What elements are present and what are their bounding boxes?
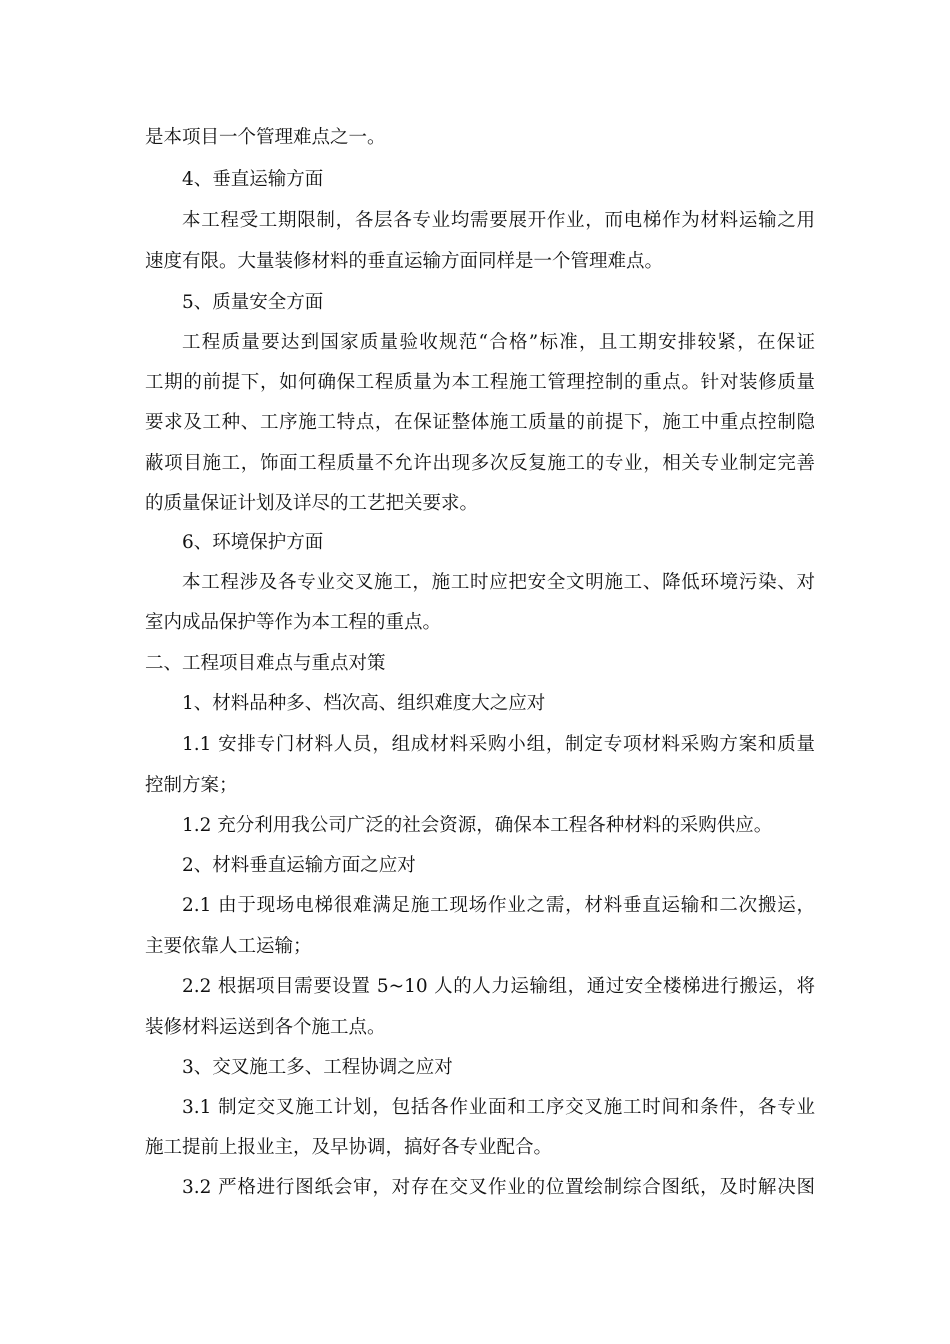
text-line: 速度有限。大量装修材料的垂直运输方面同样是一个管理难点。 xyxy=(145,251,664,272)
text-line: 工程质量要达到国家质量验收规范“合格”标准，且工期安排较紧，在保证 xyxy=(182,332,815,353)
text-line: 主要依靠人工运输； xyxy=(145,936,312,957)
section-heading: 2、材料垂直运输方面之应对 xyxy=(182,855,416,876)
chapter-heading: 二、工程项目难点与重点对策 xyxy=(145,653,386,674)
text-line: 3.1 制定交叉施工计划，包括各作业面和工序交叉施工时间和条件，各专业 xyxy=(182,1097,815,1118)
text-line: 室内成品保护等作为本工程的重点。 xyxy=(145,612,442,633)
text-line: 是本项目一个管理难点之一。 xyxy=(145,127,386,148)
section-heading: 3、交叉施工多、工程协调之应对 xyxy=(182,1057,453,1078)
text-line: 装修材料运送到各个施工点。 xyxy=(145,1017,386,1038)
section-heading: 1、材料品种多、档次高、组织难度大之应对 xyxy=(182,693,546,714)
text-line: 工期的前提下，如何确保工程质量为本工程施工管理控制的重点。针对装修质量 xyxy=(145,372,815,393)
text-line: 2.2 根据项目需要设置 5~10 人的人力运输组，通过安全楼梯进行搬运，将 xyxy=(182,976,815,997)
text-line: 施工提前上报业主，及早协调，搞好各专业配合。 xyxy=(145,1137,553,1158)
text-line: 2.1 由于现场电梯很难满足施工现场作业之需，材料垂直运输和二次搬运， xyxy=(182,895,815,916)
text-line: 要求及工种、工序施工特点，在保证整体施工质量的前提下，施工中重点控制隐 xyxy=(145,412,815,433)
text-line: 1.1 安排专门材料人员，组成材料采购小组，制定专项材料采购方案和质量 xyxy=(182,734,815,755)
section-heading: 6、环境保护方面 xyxy=(182,532,324,553)
text-line: 本工程受工期限制，各层各专业均需要展开作业，而电梯作为材料运输之用 xyxy=(182,210,815,231)
text-line: 控制方案； xyxy=(145,775,238,796)
section-heading: 4、垂直运输方面 xyxy=(182,169,324,190)
section-heading: 5、质量安全方面 xyxy=(182,292,324,313)
text-line: 本工程涉及各专业交叉施工，施工时应把安全文明施工、降低环境污染、对 xyxy=(182,572,815,593)
text-line: 3.2 严格进行图纸会审，对存在交叉作业的位置绘制综合图纸，及时解决图 xyxy=(182,1177,815,1198)
text-line: 的质量保证计划及详尽的工艺把关要求。 xyxy=(145,493,479,514)
text-line: 蔽项目施工，饰面工程质量不允许出现多次反复施工的专业，相关专业制定完善 xyxy=(145,453,815,474)
text-line: 1.2 充分利用我公司广泛的社会资源，确保本工程各种材料的采购供应。 xyxy=(182,815,773,836)
